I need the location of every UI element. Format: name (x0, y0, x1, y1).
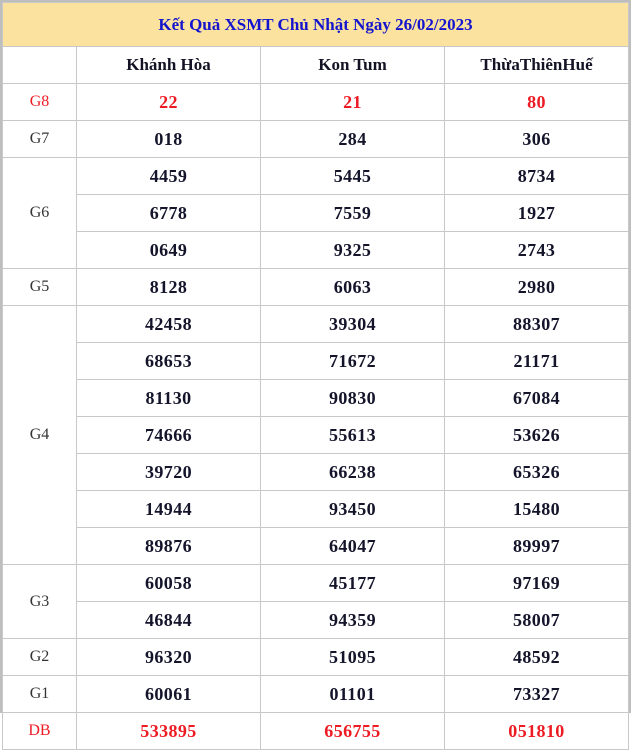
result-cell-g7-col2: 284 (261, 121, 445, 158)
result-cell-g7-col1: 018 (77, 121, 261, 158)
results-body (3, 84, 629, 750)
prize-label-g6: G6 (3, 158, 77, 269)
result-cell-g4-col3-row4: 53626 (445, 417, 629, 454)
prize-label-g3: G3 (3, 565, 77, 639)
result-cell-g4-col1-row6: 14944 (77, 491, 261, 528)
result-row-g8 (3, 84, 629, 121)
result-cell-g4-col2-row2: 71672 (261, 343, 445, 380)
result-cell-g4-col2-row5: 66238 (261, 454, 445, 491)
result-cell-g4-col3-row1: 88307 (445, 306, 629, 343)
prize-label-g2: G2 (3, 639, 77, 676)
result-row-g6-1 (3, 158, 629, 195)
result-cell-g8-col2: 21 (261, 84, 445, 121)
result-cell-g4-col2-row4: 55613 (261, 417, 445, 454)
result-row-g4-7 (3, 528, 629, 565)
prize-label-g1: G1 (3, 676, 77, 713)
result-row-g4-3 (3, 380, 629, 417)
result-cell-g4-col1-row3: 81130 (77, 380, 261, 417)
result-cell-g6-col3-row1: 8734 (445, 158, 629, 195)
result-cell-g6-col3-row2: 1927 (445, 195, 629, 232)
result-row-g4-5 (3, 454, 629, 491)
result-cell-g8-col1: 22 (77, 84, 261, 121)
result-cell-g4-col1-row7: 89876 (77, 528, 261, 565)
result-row-g6-2 (3, 195, 629, 232)
result-cell-db-col1: 533895 (77, 713, 261, 750)
result-cell-g6-col1-row2: 6778 (77, 195, 261, 232)
header-row (3, 47, 629, 84)
corner-cell (3, 47, 77, 84)
prize-label-g7: G7 (3, 121, 77, 158)
province-header-kon-tum: Kon Tum (261, 47, 445, 84)
results-table (2, 2, 629, 750)
result-cell-g4-col2-row3: 90830 (261, 380, 445, 417)
result-cell-g4-col1-row2: 68653 (77, 343, 261, 380)
result-row-g1 (3, 676, 629, 713)
result-row-g4-2 (3, 343, 629, 380)
result-cell-g4-col3-row5: 65326 (445, 454, 629, 491)
result-cell-g3-col3-row2: 58007 (445, 602, 629, 639)
prize-label-db: DB (3, 713, 77, 750)
province-header-thua-thien-hue: ThừaThiênHuế (445, 47, 629, 84)
result-cell-g5-col1: 8128 (77, 269, 261, 306)
result-row-g4-1 (3, 306, 629, 343)
result-cell-g7-col3: 306 (445, 121, 629, 158)
result-cell-g6-col1-row1: 4459 (77, 158, 261, 195)
result-cell-g4-col1-row4: 74666 (77, 417, 261, 454)
result-cell-g2-col1: 96320 (77, 639, 261, 676)
result-cell-g4-col3-row6: 15480 (445, 491, 629, 528)
result-cell-db-col3: 051810 (445, 713, 629, 750)
result-cell-db-col2: 656755 (261, 713, 445, 750)
result-row-g6-3 (3, 232, 629, 269)
result-cell-g3-col2-row2: 94359 (261, 602, 445, 639)
result-cell-g2-col2: 51095 (261, 639, 445, 676)
result-row-g2 (3, 639, 629, 676)
result-cell-g4-col3-row2: 21171 (445, 343, 629, 380)
prize-label-g5: G5 (3, 269, 77, 306)
province-header-khanh-hoa: Khánh Hòa (77, 47, 261, 84)
result-row-g4-4 (3, 417, 629, 454)
result-cell-g4-col2-row6: 93450 (261, 491, 445, 528)
result-cell-g6-col3-row3: 2743 (445, 232, 629, 269)
result-cell-g6-col2-row3: 9325 (261, 232, 445, 269)
result-cell-g3-col3-row1: 97169 (445, 565, 629, 602)
title-row (3, 3, 629, 47)
result-cell-g4-col1-row1: 42458 (77, 306, 261, 343)
result-cell-g4-col1-row5: 39720 (77, 454, 261, 491)
prize-label-g8: G8 (3, 84, 77, 121)
result-cell-g1-col1: 60061 (77, 676, 261, 713)
result-row-g3-1 (3, 565, 629, 602)
result-cell-g6-col1-row3: 0649 (77, 232, 261, 269)
result-cell-g4-col2-row1: 39304 (261, 306, 445, 343)
result-row-g7 (3, 121, 629, 158)
result-cell-g3-col1-row1: 60058 (77, 565, 261, 602)
result-cell-g4-col3-row3: 67084 (445, 380, 629, 417)
result-cell-g5-col2: 6063 (261, 269, 445, 306)
result-row-g4-6 (3, 491, 629, 528)
result-row-db (3, 713, 629, 750)
result-cell-g8-col3: 80 (445, 84, 629, 121)
result-row-g5 (3, 269, 629, 306)
result-cell-g4-col2-row7: 64047 (261, 528, 445, 565)
result-cell-g6-col2-row2: 7559 (261, 195, 445, 232)
result-cell-g4-col3-row7: 89997 (445, 528, 629, 565)
page-title: Kết Quả XSMT Chủ Nhật Ngày 26/02/2023 (3, 3, 629, 47)
result-cell-g3-col2-row1: 45177 (261, 565, 445, 602)
result-cell-g6-col2-row1: 5445 (261, 158, 445, 195)
result-cell-g1-col3: 73327 (445, 676, 629, 713)
result-cell-g3-col1-row2: 46844 (77, 602, 261, 639)
result-cell-g1-col2: 01101 (261, 676, 445, 713)
prize-label-g4: G4 (3, 306, 77, 565)
result-row-g3-2 (3, 602, 629, 639)
result-cell-g2-col3: 48592 (445, 639, 629, 676)
result-cell-g5-col3: 2980 (445, 269, 629, 306)
